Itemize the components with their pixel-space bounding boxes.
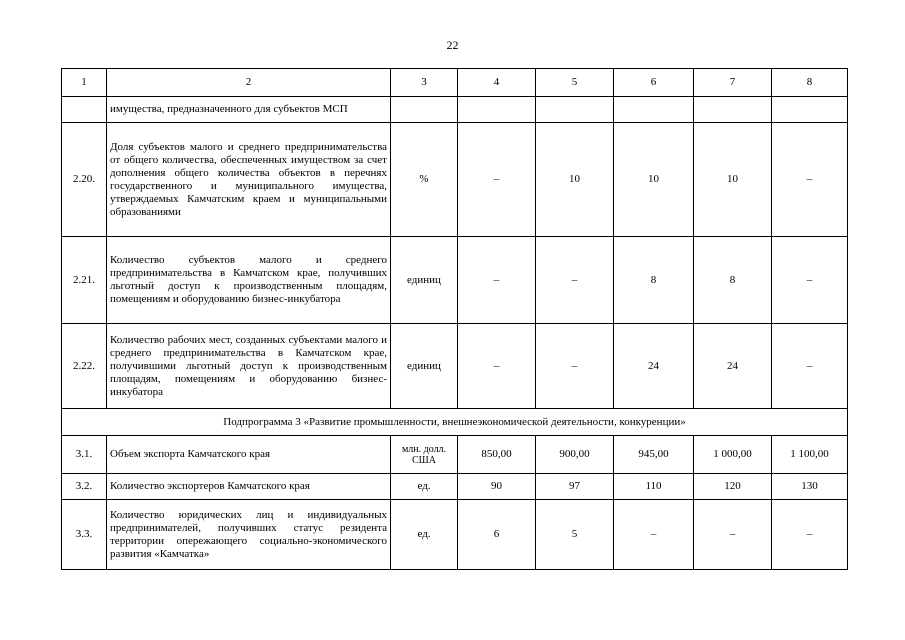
cell-unit: ед.: [391, 474, 458, 500]
header-col-6: 6: [614, 69, 694, 97]
cell-value: 900,00: [536, 436, 614, 474]
table-row: [62, 237, 848, 324]
cell-value: [614, 97, 694, 123]
cell-value: –: [772, 123, 848, 237]
cell-num: 3.2.: [62, 474, 107, 500]
table-row-continuation: [62, 97, 848, 123]
cell-value: 24: [694, 324, 772, 409]
table-row: [62, 123, 848, 237]
cell-value: –: [694, 500, 772, 570]
cell-value: 10: [536, 123, 614, 237]
cell-name: Количество экспортеров Камчатского края: [107, 474, 391, 500]
header-col-5: 5: [536, 69, 614, 97]
cell-value: 110: [614, 474, 694, 500]
cell-name: Доля субъектов малого и среднего предпринимательства от общего количества, обеспеченных имуществом за счет дополнения общего количества объектов в перечнях государственного и муниципального имущества, утверждаемых Камчатским краем и муниципальными образованиями: [107, 123, 391, 237]
cell-num: 3.1.: [62, 436, 107, 474]
cell-value: 120: [694, 474, 772, 500]
cell-name: Количество рабочих мест, созданных субъектами малого и среднего предпринимательства в Камчатском крае, получившими льготный доступ к производственным площадям, помещениям и оборудованию бизнес-инкубатора: [107, 324, 391, 409]
cell-num: [62, 97, 107, 123]
header-row: [62, 69, 848, 97]
table-row: [62, 500, 848, 570]
cell-value: –: [772, 500, 848, 570]
cell-value: 1 000,00: [694, 436, 772, 474]
cell-value: 8: [694, 237, 772, 324]
cell-value: 850,00: [458, 436, 536, 474]
cell-value: 5: [536, 500, 614, 570]
cell-value: 10: [614, 123, 694, 237]
cell-value: –: [614, 500, 694, 570]
cell-value: –: [458, 237, 536, 324]
cell-value: –: [772, 237, 848, 324]
cell-value: –: [536, 324, 614, 409]
header-col-3: 3: [391, 69, 458, 97]
page-number: 22: [446, 38, 459, 52]
cell-value: –: [458, 324, 536, 409]
cell-num: 2.22.: [62, 324, 107, 409]
cell-value: [458, 97, 536, 123]
cell-value: 6: [458, 500, 536, 570]
cell-value: 1 100,00: [772, 436, 848, 474]
table-row: [62, 436, 848, 474]
cell-num: 3.3.: [62, 500, 107, 570]
cell-value: –: [536, 237, 614, 324]
cell-num: 2.20.: [62, 123, 107, 237]
header-col-8: 8: [772, 69, 848, 97]
header-col-7: 7: [694, 69, 772, 97]
cell-unit: млн. долл. США: [391, 436, 458, 474]
cell-value: 97: [536, 474, 614, 500]
indicators-table: [61, 68, 848, 570]
cell-name: Количество юридических лиц и индивидуальных предпринимателей, получивших статус резидента территории опережающего социально-экономического развития «Камчатка»: [107, 500, 391, 570]
header-col-4: 4: [458, 69, 536, 97]
cell-value: 130: [772, 474, 848, 500]
cell-unit: [391, 97, 458, 123]
cell-value: 90: [458, 474, 536, 500]
cell-unit: единиц: [391, 324, 458, 409]
table-row: [62, 474, 848, 500]
cell-unit: %: [391, 123, 458, 237]
header-col-2: 2: [107, 69, 391, 97]
cell-value: [536, 97, 614, 123]
table-row: [62, 324, 848, 409]
cell-name: имущества, предназначенного для субъектов МСП: [107, 97, 391, 123]
cell-value: 8: [614, 237, 694, 324]
cell-value: [694, 97, 772, 123]
subprogram-title: Подпрограмма 3 «Развитие промышленности, внешнеэкономической деятельности, конкуренции»: [62, 409, 848, 436]
cell-name: Количество субъектов малого и среднего предпринимательства в Камчатском крае, получивших льготный доступ к производственным площадям, помещениям и оборудованию бизнес-инкубатора: [107, 237, 391, 324]
cell-value: –: [458, 123, 536, 237]
header-col-1: 1: [62, 69, 107, 97]
cell-unit: единиц: [391, 237, 458, 324]
cell-name: Объем экспорта Камчатского края: [107, 436, 391, 474]
cell-num: 2.21.: [62, 237, 107, 324]
cell-value: 10: [694, 123, 772, 237]
cell-value: 24: [614, 324, 694, 409]
cell-unit: ед.: [391, 500, 458, 570]
cell-value: 945,00: [614, 436, 694, 474]
subprogram-row: [62, 409, 848, 436]
cell-value: –: [772, 324, 848, 409]
cell-value: [772, 97, 848, 123]
